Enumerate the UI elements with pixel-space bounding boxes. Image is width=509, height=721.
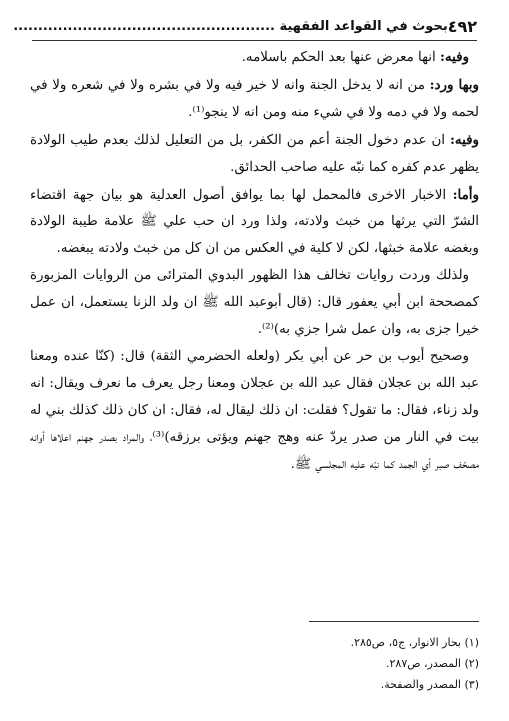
paragraph-text: وصحيح أيوب بن حر عن أبي بكر (ولعله الحضرمي الثقة) قال: (كنّا عنده ومعنا عبد الله بن عجلان فقال عبد الله بن عجلان ومعنا رجل يعرف ما نعرف ويقال: انه ولد زناء، فقال: ما تقول؟ فقلت: ان ذلك ليقال له، فقال: ان كان ذلك كذلك بني له بيت في النار من صدر يردّ عنه وهج جهنم ويؤتى برزقه)⁽³⁾، والمراد بصدر جهنم اعلاها أوانه مصحّف صبر أي الجمد كما نبّه عليه المجلسي ﷺ.	[30, 348, 479, 472]
paragraph-2	[30, 72, 479, 127]
footnote-separator	[309, 621, 479, 622]
footnotes	[30, 632, 479, 695]
paragraph-text: ولذلك وردت روايات تخالف هذا الظهور البدوي المترائى من الروايات المزبورة كمصححة ابن أبي يعفور قال: (قال أبوعبد الله ﷺ ان ولد الزنا يستعمل، ان عمل خيرا جزى به، وان عمل شرا جزي به)⁽²⁾.	[30, 268, 479, 338]
header-rule	[32, 40, 477, 41]
paragraph-lead: وفيه:	[449, 131, 479, 148]
paragraph-text: انها معرض عنها بعد الحكم باسلامه.	[241, 50, 440, 65]
paragraph-text: الاخبار الاخرى فالمحمل لها بما يوافق أصول العدلية هو بيان جهة اقتضاء الشرّ التي يرثها من خبث ولادته، ولذا ورد ان حب علي ﷺ علامة طيبة الولادة وبغضه علامة خبثها، لكن لا كلية في العكس من ان كل من خبث ولادته يبغضه.	[30, 187, 479, 257]
footnote-1: (١) بحار الانوار، ج٥، ص٢٨٥.	[350, 636, 479, 649]
paragraph-5	[30, 263, 479, 344]
paragraph-lead: وفيه:	[439, 49, 469, 65]
footnote-3: (٣) المصدر والصفحة.	[380, 678, 479, 691]
paragraph-1	[30, 44, 479, 72]
paragraph-6	[30, 344, 479, 479]
page-number: ٤٩٢	[447, 16, 477, 36]
paragraph-text: من انه لا يدخل الجنة وانه لا خير فيه ولا في بشره ولا في شعره ولا في لحمه ولا في دمه ولا في شيء منه ومن انه لا ينجو⁽¹⁾.	[30, 77, 479, 120]
paragraph-4	[30, 182, 479, 264]
paragraph-lead: وأما:	[452, 186, 479, 203]
paragraph-3	[30, 127, 479, 182]
footnote-2: (٢) المصدر، ص٢٨٧.	[386, 657, 479, 670]
main-text	[30, 44, 479, 479]
paragraph-text: ان عدم دخول الجنة أعم من الكفر، بل من التعليل لذلك بعدم طيب الولادة يظهر عدم كفره كما نبّه عليه صاحب الحدائق.	[30, 132, 479, 175]
paragraph-lead: وبها ورد:	[429, 76, 480, 93]
page-header	[13, 14, 477, 38]
running-title: بحوث في القواعد الفقهية .....................................................	[13, 18, 448, 34]
